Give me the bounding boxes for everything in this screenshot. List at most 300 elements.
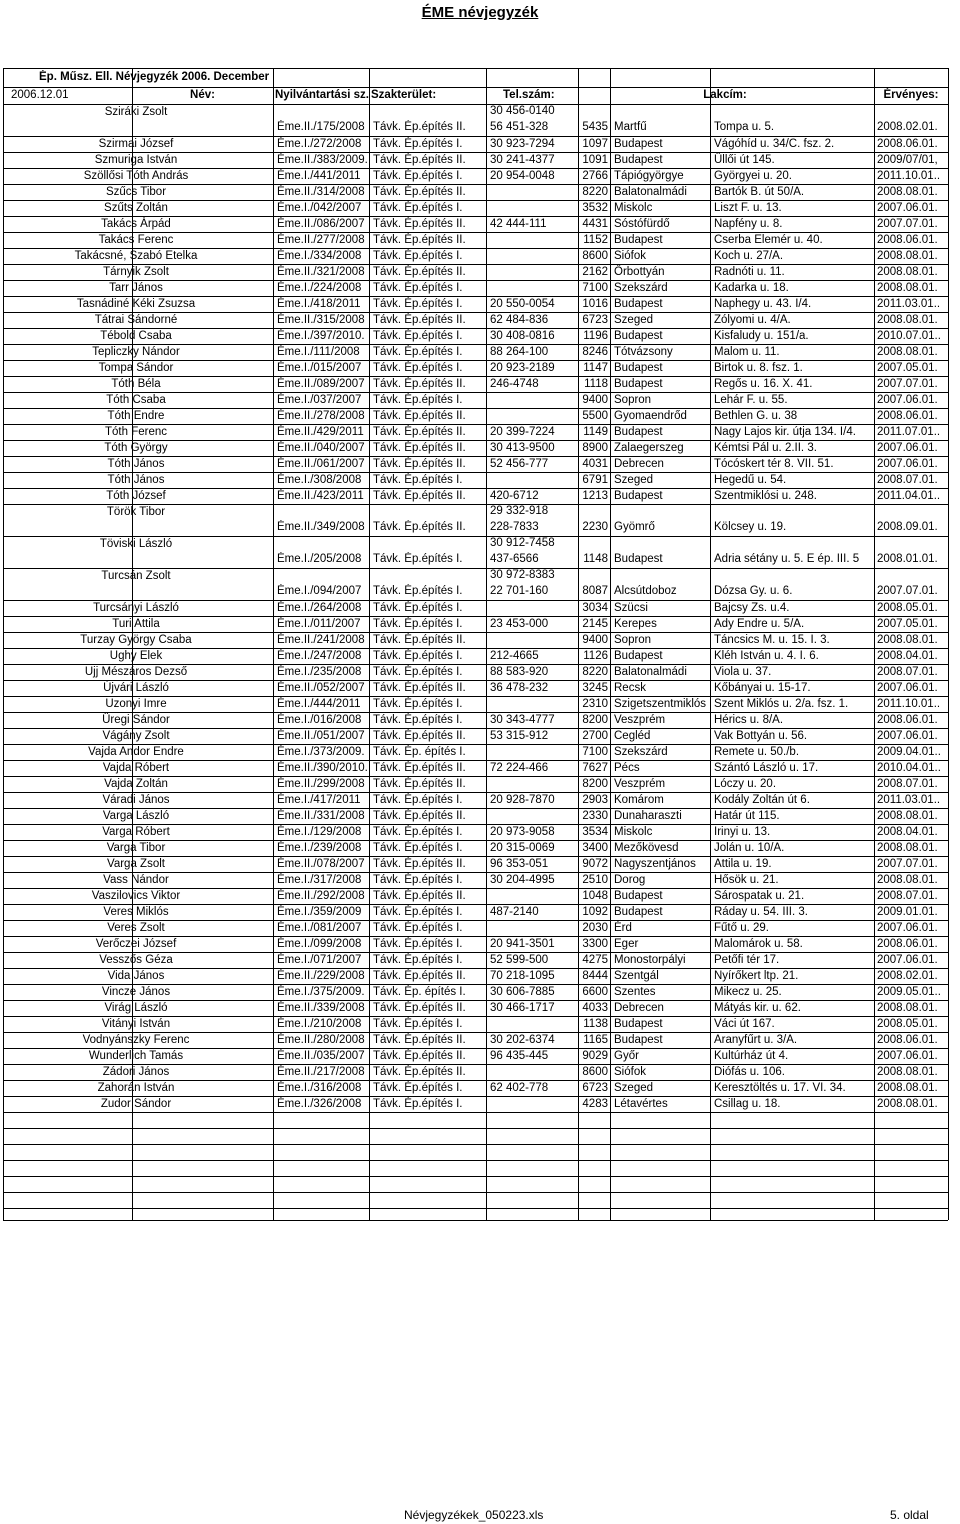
street-address: Mátyás kir. u. 62. [714,1002,801,1014]
postal-code: 1152 [583,234,608,246]
specialty-field: Távk. Ép.építés I. [373,1082,463,1094]
postal-code: 1148 [583,553,608,565]
street-address: Remete u. 50./b. [714,746,800,758]
person-name: Sziráki Zsolt [104,106,168,118]
specialty-field: Távk. Ép.építés I. [373,666,463,678]
valid-date: 2007.06.01. [877,1050,938,1062]
street-address: Szántó László u. 17. [714,762,819,774]
registration-number: Éme.II./078/2007 [277,858,365,870]
phone-number: 72 224-466 [490,762,549,774]
specialty-field: Távk. Ép.építés II. [373,121,466,133]
postal-code: 8087 [582,585,608,597]
specialty-field: Távk. Ép.építés II. [373,410,466,422]
street-address: Ady Endre u. 5/A. [714,618,805,630]
person-name: Zahorán István [97,1082,175,1094]
street-address: Kléh István u. 4. I. 6. [714,650,819,662]
city: Sopron [614,634,652,646]
phone-number: 36 478-232 [490,682,549,694]
person-name: Tóth Csaba [106,394,166,406]
registration-number: Éme.II./349/2008 [277,521,365,533]
phone-number: 20 954-0048 [490,170,555,182]
city: Pécs [614,762,640,774]
city: Tápiógyörgye [614,170,684,182]
valid-date: 2008.02.01. [877,970,938,982]
valid-date: 2008.07.01. [877,778,938,790]
person-name: Varga Zsolt [107,858,165,870]
person-name: Ughy Elek [109,650,163,662]
person-name: Tóth János [107,458,165,470]
registration-number: Éme.I./071/2007 [277,954,362,966]
postal-code: 4283 [582,1098,608,1110]
street-address: Kölcsey u. 19. [714,521,787,533]
postal-code: 3245 [582,682,608,694]
person-name: Varga László [102,810,170,822]
grid-row-line [3,1144,948,1145]
postal-code: 2700 [582,730,608,742]
street-address: Liszt F. u. 13. [714,202,782,214]
city: Kerepes [614,618,657,630]
street-address: Mikecz u. 25. [714,986,782,998]
phone-number: 30 204-4995 [490,874,555,886]
valid-date: 2008.08.01. [877,346,938,358]
person-name: Veres Zsolt [107,922,165,934]
city: Debrecen [614,1002,664,1014]
registration-number: Éme.II./423/2011 [277,490,364,502]
registration-number: Éme.II./315/2008 [277,314,365,326]
city: Szekszárd [614,282,668,294]
valid-date: 2009/07/01, [877,154,938,166]
postal-code: 3400 [582,842,608,854]
person-name: Turzay György Csaba [80,634,192,646]
registration-number: Éme.II./314/2008 [277,186,365,198]
valid-date: 2011.10.01.. [877,698,941,710]
specialty-field: Távk. Ép.építés I. [373,714,463,726]
valid-date: 2007.06.01. [877,682,938,694]
valid-date: 2008.08.01. [877,874,938,886]
postal-code: 1092 [582,906,608,918]
valid-date: 2011.10.01.. [877,170,941,182]
postal-code: 9400 [582,394,608,406]
street-address: Györgyei u. 20. [714,170,792,182]
registration-number: Éme.I./359/2009 [277,906,362,918]
city: Győr [614,1050,639,1062]
street-address: Hérics u. 8/A. [714,714,784,726]
street-address: Viola u. 37. [714,666,772,678]
phone-number: 30 606-7885 [490,986,555,998]
registration-number: Éme.II./175/2008 [277,121,365,133]
specialty-field: Távk. Ép.építés I. [373,938,463,950]
phone-number: 20 928-7870 [490,794,555,806]
valid-date: 2008.06.01. [877,410,938,422]
valid-date: 2008.08.01. [877,634,938,646]
street-address: Hősök u. 21. [714,874,779,886]
postal-code: 4033 [582,1002,608,1014]
city: Szigetszentmiklós [614,698,707,710]
city: Veszprém [614,778,666,790]
person-name: Tóth Béla [111,378,161,390]
postal-code: 2162 [582,266,608,278]
street-address: Napfény u. 8. [714,218,783,230]
valid-date: 2008.04.01. [877,650,938,662]
street-address: Szent Miklós u. 2/a. fsz. 1. [714,698,849,710]
specialty-field: Távk. Ép.építés II. [373,1002,466,1014]
phone-number: 96 435-445 [490,1050,549,1062]
registration-number: Éme.II./086/2007 [277,218,365,230]
street-address: Bajcsy Zs. u.4. [714,602,790,614]
person-name: Tóth Endre [107,410,165,422]
street-address: Jolán u. 10/A. [714,842,785,854]
street-address: Kadarka u. 18. [714,282,789,294]
city: Gyomaendrőd [614,410,687,422]
phone-number: 62 402-778 [490,1082,549,1094]
city: Budapest [614,154,663,166]
valid-date: 2008.07.01. [877,474,938,486]
postal-code: 1091 [582,154,608,166]
phone-number: 20 399-7224 [490,426,555,438]
postal-code: 1016 [582,298,608,310]
phone-number-secondary: 228-7833 [490,521,539,533]
person-name: Vincze János [101,986,171,998]
specialty-field: Távk. Ép.építés I. [373,170,463,182]
city: Eger [614,938,639,950]
specialty-field: Távk. Ép.építés I. [373,585,463,597]
header-registration: Nyilvántartási sz. [275,89,369,101]
valid-date: 2011.04.01.. [877,490,941,502]
valid-date: 2008.06.01. [877,138,938,150]
specialty-field: Távk. Ép. építés I. [373,986,466,998]
valid-date: 2010.07.01.. [877,330,941,342]
phone-number: 53 315-912 [490,730,549,742]
valid-date: 2008.05.01. [877,602,938,614]
registration-number: Éme.I./129/2008 [277,826,362,838]
specialty-field: Távk. Ép.építés II. [373,218,466,230]
street-address: Vak Bottyán u. 56. [714,730,808,742]
postal-code: 1165 [583,1034,608,1046]
person-name: Szűts Zoltán [104,202,168,214]
registration-number: Éme.I./015/2007 [277,362,362,374]
city: Siófok [614,1066,646,1078]
registration-number: Éme.II./299/2008 [277,778,365,790]
registration-number: Éme.II./035/2007 [277,1050,365,1062]
street-address: Zólyomi u. 4/A. [714,314,791,326]
specialty-field: Távk. Ép.építés I. [373,874,463,886]
specialty-field: Távk. Ép.építés II. [373,634,466,646]
postal-code: 2766 [582,170,608,182]
person-name: Vesszős Géza [99,954,173,966]
registration-number: Éme.I./205/2008 [277,553,362,565]
person-name: Tóth György [104,442,168,454]
specialty-field: Távk. Ép.építés II. [373,1050,466,1062]
specialty-field: Távk. Ép.építés II. [373,682,466,694]
city: Szentes [614,986,656,998]
person-name: Virág László [104,1002,168,1014]
page-title: ÉME névjegyzék [421,4,539,21]
person-name: Török Tibor [106,506,166,518]
specialty-field: Távk. Ép.építés I. [373,474,463,486]
valid-date: 2008.08.01. [877,266,938,278]
registration-number: Éme.I./397/2010. [277,330,365,342]
phone-number: 20 923-2189 [490,362,555,374]
header-name: Név: [190,89,215,101]
person-name: Váradi János [102,794,170,806]
valid-date: 2007.07.01. [877,585,938,597]
phone-number: 42 444-111 [490,218,547,230]
city: Budapest [614,330,663,342]
postal-code: 1138 [583,1018,608,1030]
phone-number: 20 550-0054 [490,298,555,310]
street-address: Bethlen G. u. 38 [714,410,798,422]
registration-number: Éme.II./292/2008 [277,890,365,902]
specialty-field: Távk. Ép.építés I. [373,842,463,854]
postal-code: 6723 [582,1082,608,1094]
specialty-field: Távk. Ép.építés I. [373,698,463,710]
city: Recsk [614,682,646,694]
person-name: Zudor Sándor [100,1098,172,1110]
city: Cegléd [614,730,651,742]
specialty-field: Távk. Ép.építés II. [373,154,466,166]
phone-number: 23 453-000 [490,618,549,630]
valid-date: 2007.06.01. [877,394,938,406]
street-address: Birtok u. 8. fsz. 1. [714,362,803,374]
registration-number: Éme.II./241/2008 [277,634,365,646]
grid-row-line [3,1160,948,1161]
registration-number: Éme.II./052/2007 [277,682,365,694]
grid-column-line [948,68,949,1220]
city: Szücsi [614,602,648,614]
valid-date: 2008.07.01. [877,890,938,902]
street-address: Kémtsi Pál u. 2.II. 3. [714,442,817,454]
person-name: Vitányi István [101,1018,171,1030]
specialty-field: Távk. Ép.építés II. [373,762,466,774]
city: Sopron [614,394,652,406]
specialty-field: Távk. Ép.építés I. [373,362,463,374]
city: Létavértes [614,1098,668,1110]
postal-code: 7627 [582,762,608,774]
specialty-field: Távk. Ép.építés I. [373,922,463,934]
specialty-field: Távk. Ép.építés I. [373,794,463,806]
postal-code: 9029 [582,1050,608,1062]
valid-date: 2008.08.01. [877,1098,938,1110]
specialty-field: Távk. Ép.építés I. [373,394,463,406]
street-address: Malom u. 11. [714,346,780,358]
person-name: Szmuriga István [94,154,178,166]
city: Budapest [614,378,663,390]
registration-number: Éme.I./111/2008 [277,346,360,358]
registration-number: Éme.II./217/2008 [277,1066,365,1078]
person-name: Ujj Mészáros Dezső [84,666,188,678]
city: Mezőkövesd [614,842,679,854]
grid-row-line [3,1176,948,1177]
registration-number: Éme.I./042/2007 [277,202,362,214]
phone-number: 30 923-7294 [490,138,555,150]
postal-code: 8600 [582,250,608,262]
phone-number: 52 599-500 [490,954,549,966]
specialty-field: Távk. Ép.építés II. [373,810,466,822]
postal-code: 3534 [582,826,608,838]
person-name: Tóth Ferenc [105,426,167,438]
valid-date: 2008.04.01. [877,826,938,838]
city: Gyömrő [614,521,655,533]
postal-code: 2310 [582,698,608,710]
phone-number: 88 264-100 [490,346,549,358]
city: Budapest [614,426,663,438]
phone-number-secondary: 437-6566 [490,553,539,565]
registration-number: Éme.II./051/2007 [277,730,365,742]
city: Miskolc [614,202,653,214]
street-address: Aranyfűrt u. 3/A. [714,1034,798,1046]
postal-code: 2903 [582,794,608,806]
phone-number: 30 343-4777 [490,714,555,726]
person-name: Tébold Csaba [100,330,172,342]
valid-date: 2008.01.01. [877,553,938,565]
city: Szentgál [614,970,659,982]
registration-number: Éme.I./326/2008 [277,1098,362,1110]
registration-number: Éme.I./235/2008 [277,666,362,678]
street-address: Bartók B. út 50/A. [714,186,805,198]
person-name: Tasnádiné Kéki Zsuzsa [76,298,196,310]
phone-number-secondary: 56 451-328 [490,121,549,133]
street-address: Radnóti u. 11. [714,266,785,278]
valid-date: 2011.03.01.. [877,794,941,806]
registration-number: Éme.I./210/2008 [277,1018,362,1030]
postal-code: 2030 [582,922,608,934]
grid-row-line [3,1128,948,1129]
postal-code: 3034 [582,602,608,614]
registration-number: Éme.II./321/2008 [277,266,365,278]
phone-number: 246-4748 [490,378,539,390]
phone-number: 20 973-9058 [490,826,555,838]
postal-code: 8900 [582,442,608,454]
registration-number: Éme.I./373/2009. [277,746,365,758]
registration-number: Éme.I./239/2008 [277,842,362,854]
specialty-field: Távk. Ép.építés I. [373,250,463,262]
registration-number: Éme.I./037/2007 [277,394,362,406]
street-address: Csillag u. 18. [714,1098,781,1110]
person-name: Tepliczky Nándor [92,346,180,358]
city: Budapest [614,1018,663,1030]
postal-code: 8220 [582,666,608,678]
valid-date: 2007.06.01. [877,730,938,742]
valid-date: 2007.07.01. [877,858,938,870]
registration-number: Éme.I./099/2008 [277,938,362,950]
person-name: Tompa Sándor [98,362,174,374]
registration-number: Éme.II./089/2007 [277,378,365,390]
street-address: Attila u. 19. [714,858,772,870]
valid-date: 2008.06.01. [877,938,938,950]
person-name: Takács Árpád [101,218,171,230]
header-phone: Tel.szám: [503,89,555,101]
specialty-field: Távk. Ép.építés I. [373,954,463,966]
valid-date: 2007.05.01. [877,362,938,374]
city: Érd [614,922,632,934]
city: Debrecen [614,458,664,470]
specialty-field: Távk. Ép.építés I. [373,330,463,342]
street-address: Kultúrház út 4. [714,1050,789,1062]
postal-code: 8200 [582,714,608,726]
street-address: Üllői út 145. [714,154,775,166]
postal-code: 7100 [582,746,608,758]
person-name: Turcsán Zsolt [101,570,171,582]
specialty-field: Távk. Ép. építés I. [373,746,466,758]
specialty-field: Távk. Ép.építés I. [373,650,463,662]
phone-number: 30 466-1717 [490,1002,555,1014]
person-name: Üregi Sándor [102,714,170,726]
specialty-field: Távk. Ép.építés II. [373,234,466,246]
phone-number-secondary: 22 701-160 [490,585,549,597]
valid-date: 2007.06.01. [877,202,938,214]
postal-code: 6723 [582,314,608,326]
valid-date: 2008.08.01. [877,282,938,294]
person-name: Vaszilovics Viktor [91,890,181,902]
postal-code: 2230 [582,521,608,533]
phone-number: 30 912-7458 [490,537,555,549]
person-name: Újvári László [103,682,169,694]
person-name: Uzonyi Imre [105,698,167,710]
specialty-field: Távk. Ép.építés II. [373,1066,466,1078]
postal-code: 4431 [582,218,608,230]
phone-number: 20 941-3501 [490,938,555,950]
street-address: Nyírőkert ltp. 21. [714,970,799,982]
street-address: Táncsics M. u. 15. I. 3. [714,634,830,646]
sheet-subtitle: Ép. Műsz. Ell. Névjegyzék 2006. December [39,71,270,83]
phone-number: 30 456-0140 [490,105,555,117]
street-address: Diófás u. 106. [714,1066,785,1078]
valid-date: 2007.06.01. [877,954,938,966]
city: Monostorpályi [614,954,686,966]
phone-number: 487-2140 [490,906,539,918]
phone-number: 30 408-0816 [490,330,555,342]
phone-number: 29 332-918 [490,505,549,517]
grid-row-line [3,1112,948,1113]
street-address: Malomárok u. 58. [714,938,803,950]
city: Balatonalmádi [614,666,687,678]
specialty-field: Távk. Ép.építés I. [373,553,463,565]
registration-number: Éme.I./247/2008 [277,650,362,662]
registration-number: Éme.I./011/2007 [277,618,361,630]
street-address: Cserba Elemér u. 40. [714,234,823,246]
specialty-field: Távk. Ép.építés II. [373,730,466,742]
person-name: Vajda Zoltán [104,778,168,790]
city: Veszprém [614,714,666,726]
valid-date: 2009.01.01. [877,906,938,918]
postal-code: 9400 [582,634,608,646]
postal-code: 2510 [582,874,608,886]
specialty-field: Távk. Ép.építés I. [373,906,463,918]
valid-date: 2007.07.01. [877,378,938,390]
specialty-field: Távk. Ép.építés II. [373,970,466,982]
postal-code: 5435 [582,121,608,133]
city: Budapest [614,890,663,902]
person-name: Turi Attila [112,618,160,630]
registration-number: Éme.I./272/2008 [277,138,362,150]
city: Budapest [614,138,663,150]
specialty-field: Távk. Ép.építés I. [373,138,463,150]
registration-number: Éme.I./441/2011 [277,170,361,182]
postal-code: 8600 [582,1066,608,1078]
specialty-field: Távk. Ép.építés II. [373,890,466,902]
postal-code: 1126 [583,650,608,662]
specialty-field: Távk. Ép.építés I. [373,298,463,310]
registration-number: Éme.I./081/2007 [277,922,362,934]
street-address: Koch u. 27/A. [714,250,784,262]
street-address: Irinyi u. 13. [714,826,771,838]
street-address: Tócóskert tér 8. VII. 51. [714,458,834,470]
specialty-field: Távk. Ép.építés II. [373,266,466,278]
phone-number: 20 315-0069 [490,842,555,854]
person-name: Varga Tibor [106,842,166,854]
postal-code: 1118 [584,378,608,390]
person-name: Tóth János [107,474,165,486]
